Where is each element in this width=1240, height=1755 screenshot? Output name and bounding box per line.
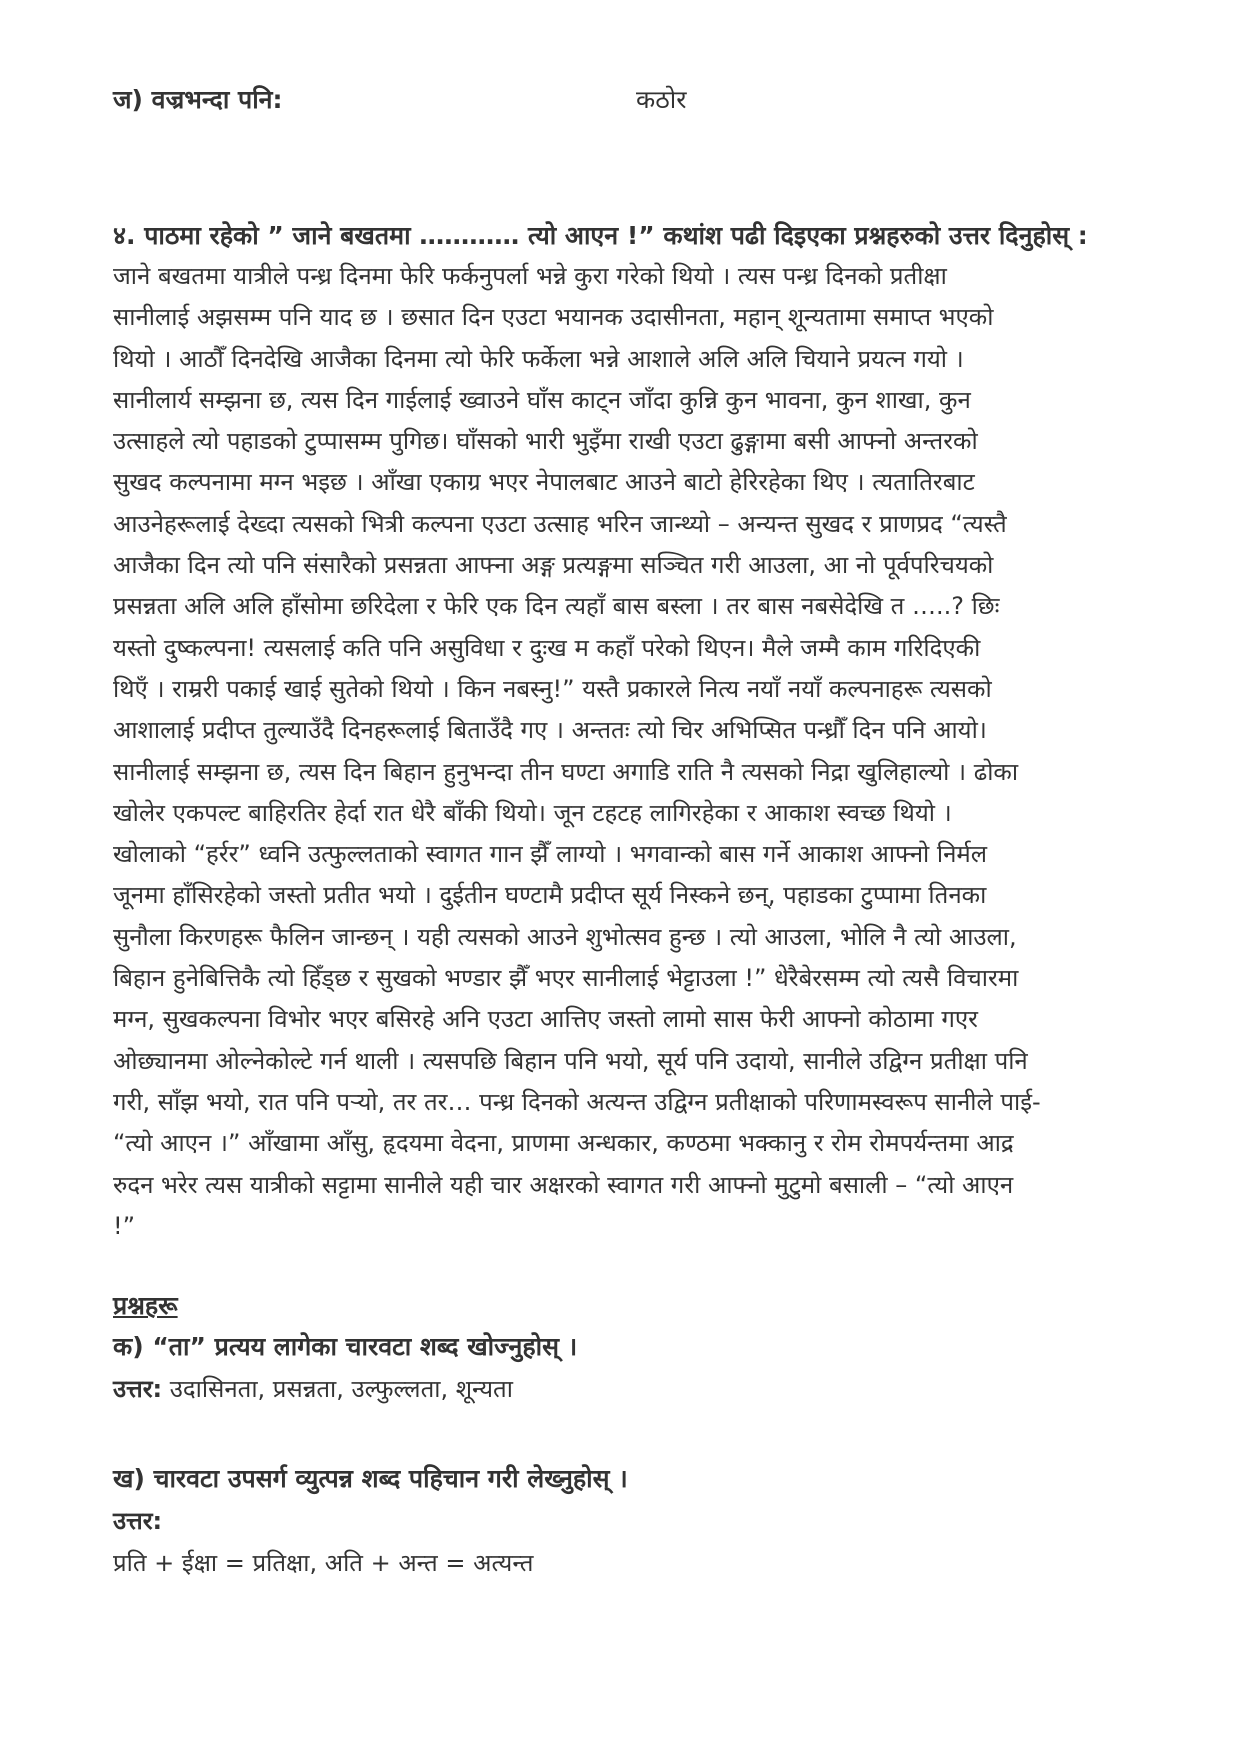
item-j-answer: कठोर	[636, 85, 687, 114]
story-passage: जाने बखतमा यात्रीले पन्ध्र दिनमा फेरि फर्कनुपर्ला भन्ने कुरा गरेको थियो । त्यस पन्ध्र दिनको प्रतीक्षा सानीलाई अझसम्म पनि याद छ । छसात दिन एउटा भयानक उदासीनता, महान् शून्यतामा समाप्त भएको थियो । आठौँ दिनदेखि आजैका दिनमा त्यो फेरि फर्केला भन्ने आशाले अलि अलि चियाने प्रयत्न गयो । सानीलार्य सम्झना छ, त्यस दिन गाईलाई ख्वाउने घाँस काट्न जाँदा कुन्नि कुन भावना, कुन शाखा, कुन उत्साहले त्यो पहाडको टुप्पासम्म पुगिछ। घाँसको भारी भुइँमा राखी एउटा ढुङ्गामा बसी आफ्नो अन्तरको सुखद कल्पनामा मग्न भइछ । आँखा एकाग्र भएर नेपालबाट आउने बाटो हेरिरहेका थिए । त्यतातिरबाट आउनेहरूलाई देख्दा त्यसको भित्री कल्पना एउटा उत्साह भरिन जान्थ्यो – अन्यन्त सुखद र प्राणप्रद “त्यस्तै आजैका दिन त्यो पनि संसारैको प्रसन्नता आफ्ना अङ्ग प्रत्यङ्गमा सञ्चित गरी आउला, आ नो पूर्वपरिचयको प्रसन्नता अलि अलि हाँसोमा छरिदेला र फेरि एक दिन त्यहाँ बास बस्ला । तर बास नबसेदेखि त …..? छिः यस्तो दुष्कल्पना! त्यसलाई कति पनि असुविधा र दुःख म कहाँ परेको थिएन। मैले जम्मै काम गरिदिएकी थिएँ । राम्ररी पकाई खाई सुतेको थियो । किन नबस्नु!” यस्तै प्रकारले नित्य नयाँ नयाँ कल्पनाहरू त्यसको आशालाई प्रदीप्त तुल्याउँदै दिनहरूलाई बिताउँदै गए । अन्ततः त्यो चिर अभिप्सित पन्ध्रौँ दिन पनि आयो। सानीलाई सम्झना छ, त्यस दिन बिहान हुनुभन्दा तीन घण्टा अगाडि राति नै त्यसको निद्रा खुलिहाल्यो । ढोका खोलेर एकपल्ट बाहिरतिर हेर्दा रात धेरै बाँकी थियो। जून टहटह लागिरहेका र आकाश स्वच्छ थियो । खोलाको “हर्रर” ध्वनि उत्फुल्लताको स्वागत गान झैँ लाग्यो । भगवान्को बास गर्ने आकाश आफ्नो निर्मल जूनमा हाँसिरहेको जस्तो प्रतीत भयो । दुईतीन घण्टामै प्रदीप्त सूर्य निस्कने छन्, पहाडका टुप्पामा तिनका सुनौला किरणहरू फैलिन जान्छन् । यही त्यसको आउने शुभोत्सव हुन्छ । त्यो आउला, भोलि नै त्यो आउला, बिहान हुनेबित्तिकै त्यो हिँड्छ र सुखको भण्डार झैँ भएर सानीलाई भेट्टाउला !” धेरैबेरसम्म त्यो त्यसै विचारमा मग्न, सुखकल्पना विभोर भएर बसिरहे अनि एउटा आत्तिए जस्तो लामो सास फेरी आफ्नो कोठामा गएर ओछ्यानमा ओल्नेकोल्टे गर्न थाली । त्यसपछि बिहान पनि भयो, सूर्य पनि उदायो, सानीले उद्विग्न प्रतीक्षा पनि गरी, साँझ भयो, रात पनि पऱ्यो, तर तर… पन्ध्र दिनको अत्यन्त उद्विग्न प्रतीक्षाको परिणामस्वरूप सानीले पाई- “त्यो आएन ।” आँखामा आँसु, हृदयमा वेदना, प्राणमा अन्धकार, कण्ठमा भक्कानु र रोम रोमपर्यन्तमा आद्र रुदन भरेर त्यस यात्रीको सट्टामा सानीले यही चार अक्षरको स्वागत गरी आफ्नो मुटुमो बसाली – “त्यो आएन !”	[113, 262, 1041, 1240]
answer-kha-text: प्रति + ईक्षा = प्रतिक्षा, अति + अन्त = अत्यन्त	[113, 1549, 534, 1578]
item-j-row	[113, 80, 1153, 120]
question-ka: क) “ता” प्रत्यय लागेका चारवटा शब्द खोज्नुहोस् ।	[113, 1332, 578, 1362]
answer-kha-label: उत्तर:	[113, 1507, 163, 1536]
questions-section-title: प्रश्नहरू	[113, 1291, 178, 1321]
answer-kha-label-row	[113, 1500, 1153, 1542]
item-j-label: ज) वज्रभन्दा पनि:	[113, 85, 283, 114]
question-4-heading: ४. पाठमा रहेको ” जाने बखतमा ………… त्यो आएन !” कथांश पढी दिइएका प्रश्नहरुको उत्तर दिनुहोस् :	[113, 221, 1088, 250]
question-kha: ख) चारवटा उपसर्ग व्युत्पन्न शब्द पहिचान गरी लेख्नुहोस् ।	[113, 1464, 628, 1494]
answer-ka	[113, 1368, 1153, 1410]
document-page	[113, 80, 1153, 1584]
answer-ka-label: उत्तर:	[113, 1375, 163, 1404]
answer-ka-text: उदासिनता, प्रसन्नता, उल्फुल्लता, शून्यता	[162, 1375, 513, 1404]
